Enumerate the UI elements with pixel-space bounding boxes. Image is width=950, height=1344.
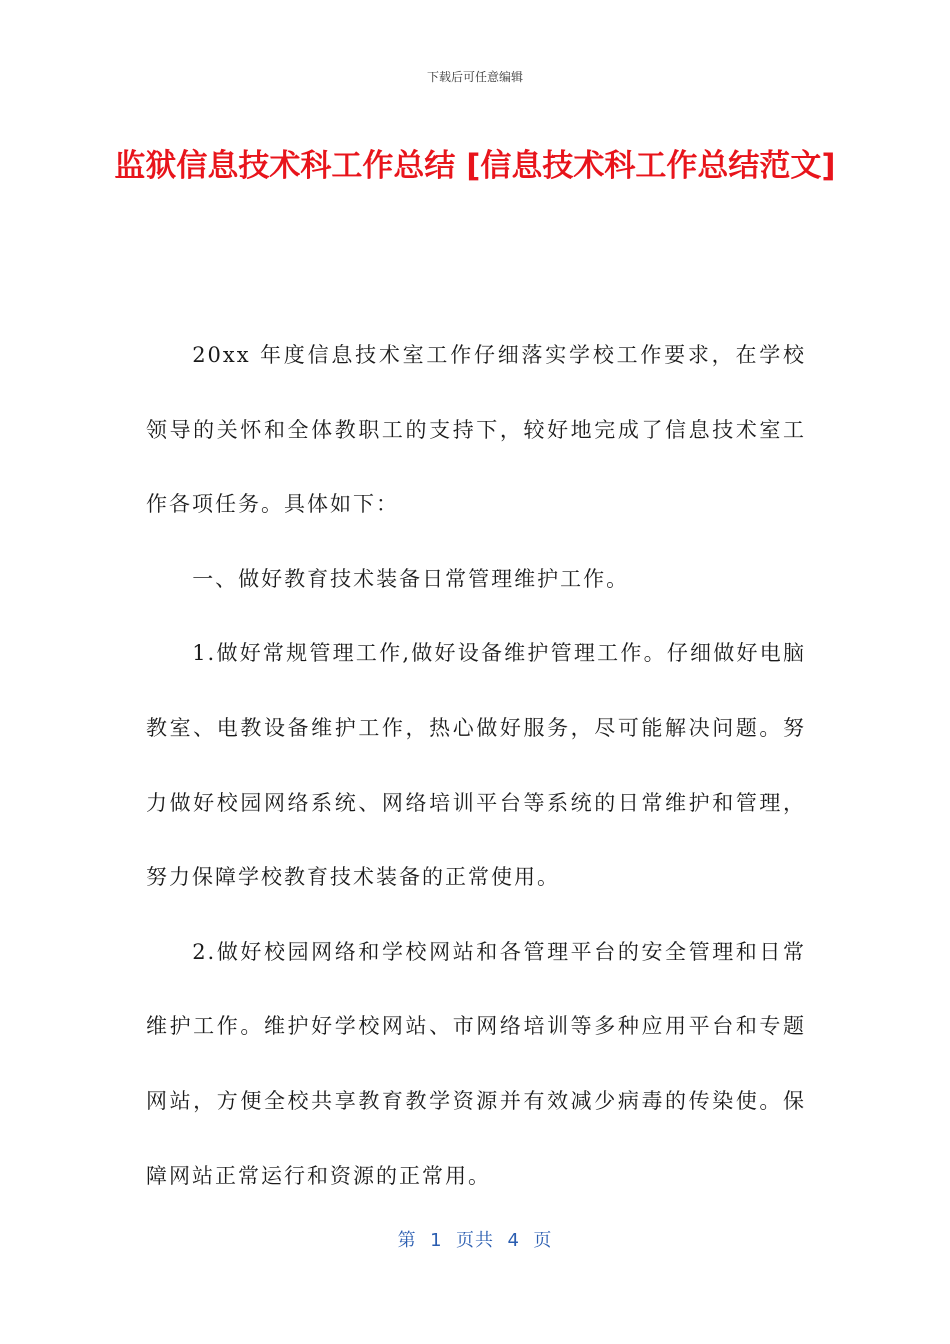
paragraph-intro: 20xx 年度信息技术室工作仔细落实学校工作要求，在学校领导的关怀和全体教职工的支持下，较好地完成了信息技术室工作各项任务。具体如下： bbox=[146, 343, 806, 517]
page-number-footer: 第 1 页共 4 页 bbox=[397, 1230, 553, 1251]
paragraph-section-heading: 一、做好教育技术装备日常管理维护工作。 bbox=[192, 566, 630, 591]
paragraph-item-2: 2.做好校园网络和学校网站和各管理平台的安全管理和日常维护工作。维护好学校网站、市网络培训等多种应用平台和专题网站，方便全校共享教育教学资源并有效减少病毒的传染使。保障网站正常运行和资源的正常用。 bbox=[146, 939, 806, 1188]
header-note: 下载后可任意编辑 bbox=[426, 70, 523, 84]
document-title: 监狱信息技术科工作总结 [信息技术科工作总结范文] bbox=[114, 148, 836, 184]
document-body bbox=[146, 318, 806, 1213]
paragraph-item-1: 1.做好常规管理工作,做好设备维护管理工作。仔细做好电脑教室、电教设备维护工作，热心做好服务，尽可能解决问题。努力做好校园网络系统、网络培训平台等系统的日常维护和管理，努力保障学校教育技术装备的正常使用。 bbox=[146, 641, 806, 890]
